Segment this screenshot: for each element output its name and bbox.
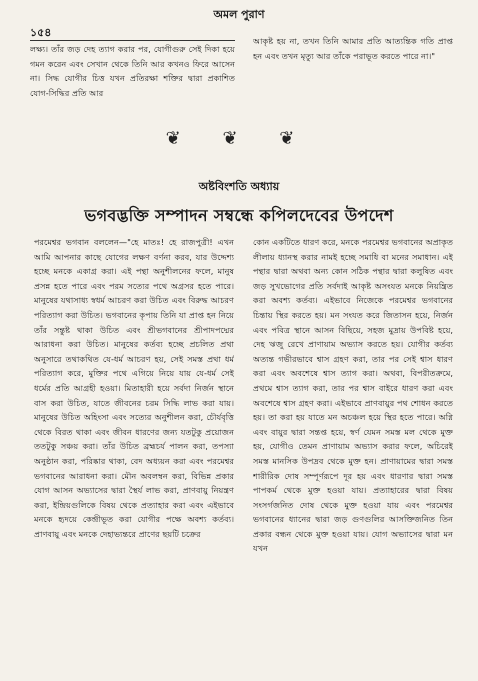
chapter-label: অষ্টবিংশতি অধ্যায় (198, 180, 280, 193)
ornament-divider: ❦ ❦ ❦ (165, 128, 313, 149)
page-number: ১৫৪ (30, 26, 52, 39)
body-right-column: কোন একটিতে ধারণ করে, মনকে পরমেশ্বর ভগবানের অপ্রাকৃত লীলায় ধ্যানস্থ করার নামই হচ্ছে সমাধি বা মনের সমাধান। এই পন্থার দ্বারা অথবা অন্য কোন সঠিক পন্থার দ্বারা কলুষিত এবং জড় সুখভোগের প্রতি সর্বদাই আকৃষ্ট অসংযত মনকে নিয়ন্ত্রিত করা অবশ্য কর্তব্য। এইভাবে নিজেকে পরমেশ্বর ভগবানের চিন্তায় স্থির করতে হয়। মন সংযত করে জিতাসন হয়ে, নির্জন এবং পবিত্র স্থানে আসন বিছিয়ে, সহজ মুদ্রায় উপবিষ্ট হয়ে, দেহ ঋজু রেখে প্রাণায়াম অভ্যাস করতে হয়। যোগীর কর্তব্য অত্যন্ত গভীরভাবে শ্বাস গ্রহণ করা, তার পর সেই শ্বাস ধারণ করা এবং অবশেষে শ্বাস ত্যাগ করা। অথবা, বিপরীতক্রমে, প্রথমে শ্বাস ত্যাগ করা, তার পর শ্বাস বাইরে ধারণ করা এবং অবশেষে শ্বাস গ্রহণ করা। এইভাবে প্রাণবায়ুর পথ শোধন করতে হয়। তা করা হয় যাতে মন অচঞ্চল হয়ে স্থির হতে পারে। অগ্নি এবং বায়ুর দ্বারা সন্তপ্ত হয়ে, স্বর্ণ যেমন সমস্ত মল থেকে মুক্ত হয়, যোগীও তেমন প্রাণায়াম অভ্যাস করার ফলে, অচিরেই সমস্ত মানসিক উপদ্রব থেকে মুক্ত হন। প্রাণায়ামের দ্বারা সমস্ত শারীরিক দোষ সম্পূর্ণরূপে দূর হয় এবং ধারণার দ্বারা সমস্ত পাপকর্ম থেকে মুক্ত হওয়া যায়। প্রত্যাহারের দ্বারা বিষয় সংসর্গজনিত দোষ থেকে মুক্ত হওয়া যায় এবং পরমেশ্বর ভগবানের ধ্যানের দ্বারা জড় গুণগুলির আসক্তিজনিত তিন প্রকার বন্ধন থেকে মুক্ত হওয়া যায়। যোগ অভ্যাসের দ্বারা মন যখন (253, 237, 453, 554)
chapter-title: ভগবদ্ভক্তি সম্পাদন সম্বন্ধে কপিলদেবের উপদেশ (84, 206, 394, 225)
top-right-paragraph: আকৃষ্ট হয় না, তখন তিনি আমার প্রতি আত্যন্তিক গতি প্রাপ্ত হন এবং তখন মৃত্যু আর তাঁকে পরাভূত করতে পারে না।" (253, 36, 453, 61)
body-left-column: পরমেশ্বর ভগবান বললেন—"হে মাতঃ! হে রাজপুত্রী! এখন আমি আপনার কাছে যোগের লক্ষণ বর্ণনা করব, যার উদ্দেশ্য হচ্ছে মনকে একাগ্র করা। এই পন্থা অনুশীলনের ফলে, মানুষ প্রসন্ন হতে পারে এবং পরম সত্যের পথে অগ্রসর হতে পারে। মানুষের যথাসাধ্য স্বধর্ম আচরণ করা উচিত এবং বিরুদ্ধ আচরণ পরিত্যাগ করা উচিত। ভগবানের কৃপায় তিনি যা প্রাপ্ত হন নিয়ে তাঁর সন্তুষ্ট থাকা উচিত এবং শ্রীভগবানের শ্রীপাদপদ্মের আরাধনা করা উচিত। মানুষের কর্তব্য হচ্ছে প্রচলিত প্রথা অনুসারে তথাকথিত যে-ধর্ম আচরণ হয়, সেই সমস্ত প্রথা ধর্ম পরিত্যাগ করে, মুক্তির পথে এগিয়ে নিয়ে যায় যে-ধর্ম সেই ধর্মের প্রতি আগ্রহী হওয়া। মিতাহারী হয়ে সর্বদা নির্জন স্থানে বাস করা উচিত, যাতে জীবনের চরম সিদ্ধি লাভ করা যায়। মানুষের উচিত অহিংসা এবং সত্যের অনুশীলন করা, চৌর্যবৃত্তি থেকে বিরত থাকা এবং জীবন ধারণের জন্য যতটুকু প্রয়োজন ততটুকু সঞ্চয় করা। তাঁর উচিত ব্রহ্মচর্য পালন করা, তপস্যা অনুষ্ঠান করা, পরিষ্কার থাকা, বেদ অধ্যয়ন করা এবং পরমেশ্বর ভগবানের আরাধনা করা। মৌন অবলম্বন করা, বিভিন্ন প্রকার যোগ আসন অভ্যাসের দ্বারা স্থৈর্য লাভ করা, প্রাণবায়ু নিয়ন্ত্রণ করা, ইন্দ্রিয়গুলিকে বিষয় থেকে প্রত্যাহার করা এবং এইভাবে মনকে হৃদয়ে কেন্দ্রীভূত করা যোগীর পক্ষে অবশ্য কর্তব্য। প্রাণবায়ু এবং মনকে দেহাভ্যন্তরে প্রাণের ছয়টি চক্রের (34, 237, 234, 539)
running-title: অমল পুরাণ (213, 8, 265, 21)
top-left-paragraph: লক্ষ্য। তাঁর জড় দেহ ত্যাগ করার পর, যোগীগুরু সেই দিকা হয়ে গমন করেন এবং সেখান থেকে তিনি আর কখনও ফিরে আসেন না। সিদ্ধ যোগীর চিত্ত যখন প্রতিরক্ষা শক্তির দ্বারা প্রকাশিত যোগ-সিদ্ধির প্রতি আর (30, 44, 235, 98)
